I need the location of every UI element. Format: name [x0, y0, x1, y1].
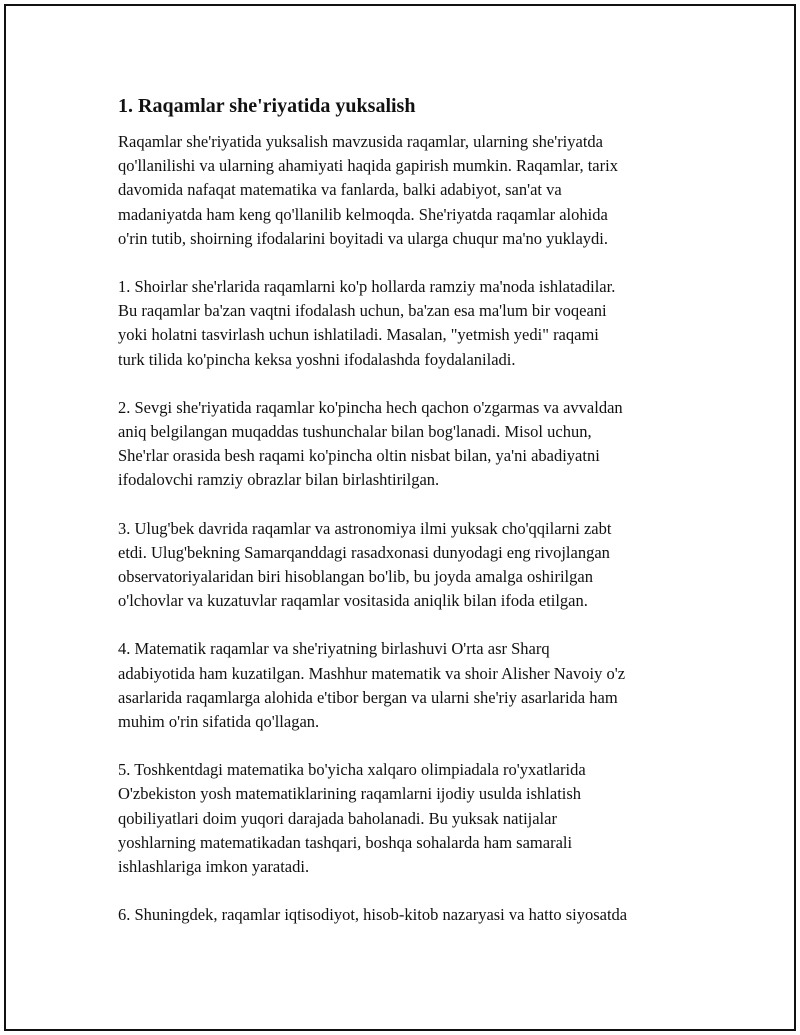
document-title: 1. Raqamlar she'riyatida yuksalish [118, 95, 416, 117]
paragraph-1: 1. Shoirlar she'rlarida raqamlarni ko'p hollarda ramziy ma'noda ishlatadilar. Bu raqamlar ba'zan vaqtni ifodalash uchun, ba'zan esa ma'lum bir voqeani yoki holatni tasvirlash uchun ishlatiladi. Masalan, "yetmish yedi" raqami turk tilida ko'pincha keksa yoshni ifodalashda foydalaniladi. [118, 277, 616, 369]
document-body [118, 92, 708, 951]
paragraph-5: 5. Toshkentdagi matematika bo'yicha xalqaro olimpiadala ro'yxatlarida O'zbekiston yosh matematiklarining raqamlarni ijodiy usulda ishlatish qobiliyatlari doim yuqori darajada baholanadi. Bu yuksak natijalar yoshlarning matematikadan tashqari, boshqa sohalarda ham samarali ishlashlariga imkon yaratadi. [118, 760, 586, 877]
paragraph-4: 4. Matematik raqamlar va she'riyatning birlashuvi O'rta asr Sharq adabiyotida ham kuzatilgan. Mashhur matematik va shoir Alisher Navoiy o'z asarlarida raqamlarga alohida e'tibor bergan va ularni she'riy asarlarida ham muhim o'rin sifatida qo'llagan. [118, 639, 626, 732]
paragraph-3: 3. Ulug'bek davrida raqamlar va astronomiya ilmi yuksak cho'qqilarni zabt etdi. Ulug'bekning Samarqanddagi rasadxonasi dunyodagi eng rivojlangan observatoriyalaridan biri hisoblangan bo'lib, bu joyda amalga oshirilgan o'lchovlar va kuzatuvlar raqamlar vositasida aniqlik bilan ifoda etilgan. [118, 518, 612, 611]
intro-paragraph: Raqamlar she'riyatida yuksalish mavzusida raqamlar, ularning she'riyatda qo'llanilishi va ularning ahamiyati haqida gapirish mumkin. Raqamlar, tarix davomida nafaqat matematika va fanlarda, balki adabiyot, san'at va madaniyatda ham keng qo'llanilib kelmoqda. She'riyatda raqamlar alohida o'rin tutib, shoirning ifodalarini boyitadi va ularga chuqur ma'no yuklaydi. [118, 132, 618, 248]
paragraph-2: 2. Sevgi she'riyatida raqamlar ko'pincha hech qachon o'zgarmas va avvaldan aniq belgilangan muqaddas tushunchalar bilan bog'lanadi. Misol uchun, She'rlar orasida besh raqami ko'pincha oltin nisbat bilan, ya'ni abadiyatni ifodalovchi ramziy obrazlar bilan birlashtirilgan. [118, 397, 623, 490]
paragraph-6: 6. Shuningdek, raqamlar iqtisodiyot, hisob-kitob nazaryasi va hatto siyosatda [118, 905, 628, 925]
